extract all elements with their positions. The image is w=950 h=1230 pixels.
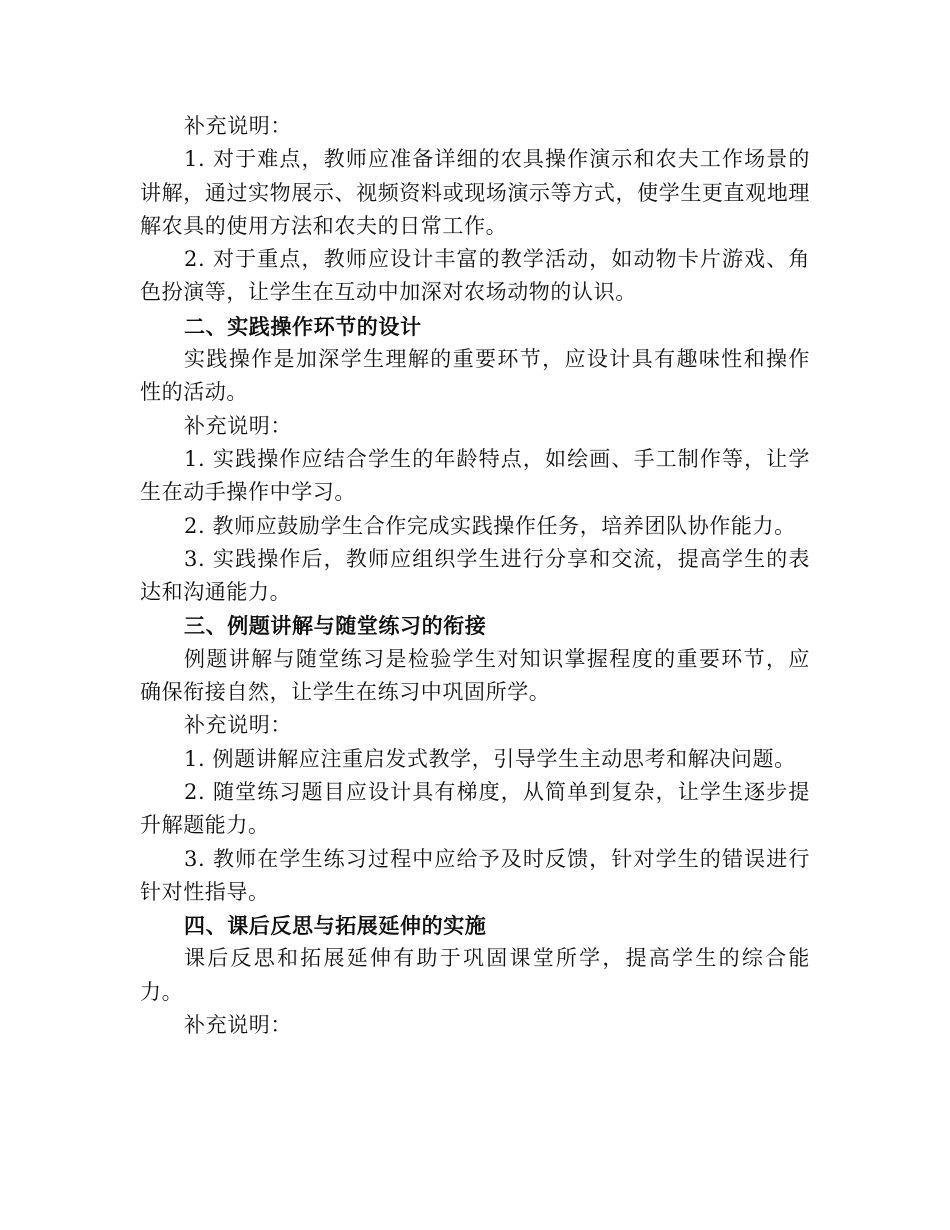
section-heading-reflection: 四、课后反思与拓展延伸的实施 <box>184 913 487 939</box>
paragraph-practice-note-1: 1. 实践操作应结合学生的年龄特点，如绘画、手工制作等，让学生在动手操作中学习。 <box>140 446 810 505</box>
paragraph-examples-note-2: 2. 随堂练习题目应设计具有梯度，从简单到复杂，让学生逐步提升解题能力。 <box>140 779 810 838</box>
document-body <box>140 110 810 1042</box>
paragraph-difficulty-note: 1. 对于难点，教师应准备详细的农具操作演示和农夫工作场景的讲解，通过实物展示、视频资料或现场演示等方式，使学生更直观地理解农具的使用方法和农夫的日常工作。 <box>140 147 810 238</box>
paragraph-keypoint-note: 2. 对于重点，教师应设计丰富的教学活动，如动物卡片游戏、角色扮演等，让学生在互动中加深对农场动物的认识。 <box>140 247 810 305</box>
paragraph-examples-note-1: 1. 例题讲解应注重启发式教学，引导学生主动思考和解决问题。 <box>184 746 796 771</box>
paragraph-practice-intro: 实践操作是加深学生理解的重要环节，应设计具有趣味性和操作性的活动。 <box>140 347 810 405</box>
paragraph-supplement-label: 补充说明： <box>184 713 292 738</box>
section-heading-examples: 三、例题讲解与随堂练习的衔接 <box>184 613 487 639</box>
paragraph-supplement-label: 补充说明： <box>184 114 292 138</box>
paragraph-supplement-label: 补充说明： <box>184 413 292 438</box>
section-heading-practice: 二、实践操作环节的设计 <box>184 313 422 339</box>
paragraph-practice-note-2: 2. 教师应鼓励学生合作完成实践操作任务，培养团队协作能力。 <box>184 513 796 538</box>
paragraph-reflection-intro: 课后反思和拓展延伸有助于巩固课堂所学，提高学生的综合能力。 <box>140 946 810 1004</box>
paragraph-practice-note-3: 3. 实践操作后，教师应组织学生进行分享和交流，提高学生的表达和沟通能力。 <box>140 546 810 605</box>
paragraph-examples-intro: 例题讲解与随堂练习是检验学生对知识掌握程度的重要环节，应确保衔接自然，让学生在练习中巩固所学。 <box>140 646 810 705</box>
paragraph-examples-note-3: 3. 教师在学生练习过程中应给予及时反馈，针对学生的错误进行针对性指导。 <box>140 846 810 904</box>
paragraph-supplement-label: 补充说明： <box>184 1013 292 1038</box>
